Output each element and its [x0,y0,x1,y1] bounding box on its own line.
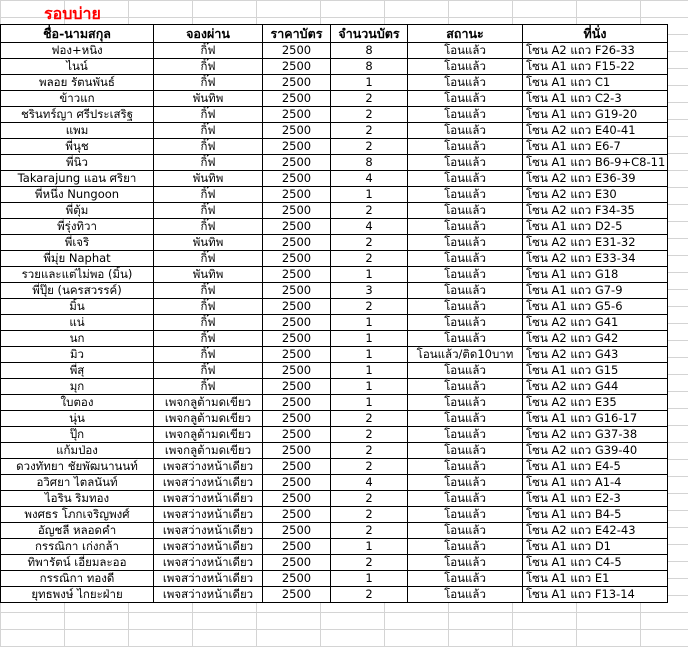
cell-booked-via[interactable]: เพจสว่างหน้าเดียว [154,491,263,507]
cell-quantity[interactable]: 1 [331,331,408,347]
cell-booked-via[interactable]: พันทิพ [154,171,263,187]
table-row [1,155,668,171]
cell-status[interactable]: โอนแล้ว/ติด10บาท [408,347,523,363]
cell-name[interactable]: แพม [1,123,154,139]
cell-booked-via[interactable]: กิ๊ฟ [154,347,263,363]
cell-name[interactable]: ชรินทร์ญา ศรีประเสริฐ [1,107,154,123]
table-row [1,555,668,571]
cell-seat[interactable]: โซน A1 แถว A1-4 [523,475,668,491]
cell-booked-via[interactable]: เพจสว่างหน้าเดียว [154,571,263,587]
cell-name[interactable]: พี่รุ่งทิวา [1,219,154,235]
cell-booked-via[interactable]: กิ๊ฟ [154,43,263,59]
cell-status[interactable]: โอนแล้ว [408,379,523,395]
cell-seat[interactable]: โซน A1 แถว E1 [523,571,668,587]
cell-seat[interactable]: โซน A1 แถว F15-22 [523,59,668,75]
cell-status[interactable]: โอนแล้ว [408,91,523,107]
cell-price[interactable]: 2500 [263,523,331,539]
cell-status[interactable]: โอนแล้ว [408,363,523,379]
cell-seat[interactable]: โซน A2 แถว G37-38 [523,427,668,443]
cell-seat[interactable]: โซน A2 แถว E30 [523,187,668,203]
cell-seat[interactable]: โซน A1 แถว G19-20 [523,107,668,123]
cell-status[interactable]: โอนแล้ว [408,491,523,507]
header-seat: ที่นั่ง [523,25,668,43]
cell-name[interactable]: มิว [1,347,154,363]
cell-quantity[interactable]: 2 [331,411,408,427]
cell-name[interactable]: พี่เจริ [1,235,154,251]
cell-quantity[interactable]: 2 [331,443,408,459]
cell-seat[interactable]: โซน A2 แถว G39-40 [523,443,668,459]
cell-name[interactable]: ทิพารัตน์ เอี่ยมละออ [1,555,154,571]
cell-quantity[interactable]: 1 [331,379,408,395]
cell-price[interactable]: 2500 [263,555,331,571]
cell-seat[interactable]: โซน A1 แถว G7-9 [523,283,668,299]
table-row [1,283,668,299]
cell-booked-via[interactable]: เพจกลูต้ามดเขียว [154,395,263,411]
table-row [1,251,668,267]
table-row [1,91,668,107]
cell-name[interactable]: กรรณิกา ทองดี [1,571,154,587]
table-row [1,299,668,315]
cell-status[interactable]: โอนแล้ว [408,139,523,155]
cell-booked-via[interactable]: กิ๊ฟ [154,107,263,123]
cell-booked-via[interactable]: กิ๊ฟ [154,331,263,347]
cell-quantity[interactable]: 1 [331,539,408,555]
cell-seat[interactable]: โซน A1 แถว E6-7 [523,139,668,155]
cell-name[interactable]: รวยและแต่ไม่พอ (มิ้น) [1,267,154,283]
cell-status[interactable]: โอนแล้ว [408,507,523,523]
cell-price[interactable]: 2500 [263,91,331,107]
cell-status[interactable]: โอนแล้ว [408,107,523,123]
cell-booked-via[interactable]: พันทิพ [154,267,263,283]
cell-status[interactable]: โอนแล้ว [408,523,523,539]
cell-status[interactable]: โอนแล้ว [408,539,523,555]
cell-quantity[interactable]: 2 [331,587,408,603]
cell-name[interactable]: พี่นิว [1,155,154,171]
cell-status[interactable]: โอนแล้ว [408,395,523,411]
cell-seat[interactable]: โซน A1 แถว G18 [523,267,668,283]
table-row [1,107,668,123]
cell-seat[interactable]: โซน A2 แถว F26-33 [523,43,668,59]
header-via: จองผ่าน [154,25,263,43]
cell-quantity[interactable]: 2 [331,235,408,251]
cell-seat[interactable]: โซน A2 แถว G41 [523,315,668,331]
cell-name[interactable]: นก [1,331,154,347]
cell-name[interactable]: ยุทธพงษ์ ไกยะฝ่าย [1,587,154,603]
cell-quantity[interactable]: 1 [331,571,408,587]
table-row [1,171,668,187]
cell-status[interactable]: โอนแล้ว [408,75,523,91]
cell-name[interactable]: พี่นุช [1,139,154,155]
cell-booked-via[interactable]: กิ๊ฟ [154,75,263,91]
cell-price[interactable]: 2500 [263,459,331,475]
cell-booked-via[interactable]: เพจสว่างหน้าเดียว [154,555,263,571]
cell-name[interactable]: แก้มป่อง [1,443,154,459]
table-row [1,491,668,507]
table-row [1,523,668,539]
cell-status[interactable]: โอนแล้ว [408,475,523,491]
cell-quantity[interactable]: 2 [331,107,408,123]
cell-booked-via[interactable]: เพจสว่างหน้าเดียว [154,507,263,523]
cell-quantity[interactable]: 2 [331,427,408,443]
cell-seat[interactable]: โซน A1 แถว G5-6 [523,299,668,315]
cell-name[interactable]: ใบตอง [1,395,154,411]
table-row [1,347,668,363]
cell-price[interactable]: 2500 [263,507,331,523]
table-row [1,123,668,139]
table-row [1,43,668,59]
cell-price[interactable]: 2500 [263,203,331,219]
cell-quantity[interactable]: 2 [331,251,408,267]
cell-seat[interactable]: โซน A2 แถว G44 [523,379,668,395]
cell-seat[interactable]: โซน A2 แถว G42 [523,331,668,347]
cell-name[interactable]: มิ้น [1,299,154,315]
header-name: ชื่อ-นามสกุล [1,25,154,43]
cell-price[interactable]: 2500 [263,539,331,555]
cell-status[interactable]: โอนแล้ว [408,59,523,75]
cell-seat[interactable]: โซน A2 แถว E35 [523,395,668,411]
cell-seat[interactable]: โซน A1 แถว G16-17 [523,411,668,427]
cell-status[interactable]: โอนแล้ว [408,555,523,571]
cell-booked-via[interactable]: กิ๊ฟ [154,315,263,331]
cell-price[interactable]: 2500 [263,411,331,427]
table-row [1,219,668,235]
cell-booked-via[interactable]: เพจสว่างหน้าเดียว [154,475,263,491]
cell-quantity[interactable]: 4 [331,475,408,491]
cell-name[interactable]: นุ่น [1,411,154,427]
table-row [1,379,668,395]
cell-quantity[interactable]: 2 [331,299,408,315]
cell-booked-via[interactable]: กิ๊ฟ [154,251,263,267]
cell-booked-via[interactable]: เพจสว่างหน้าเดียว [154,587,263,603]
cell-name[interactable]: พงศธร โภกเจริญพงศ์ [1,507,154,523]
cell-seat[interactable]: โซน A1 แถว C2-3 [523,91,668,107]
table-row [1,203,668,219]
cell-status[interactable]: โอนแล้ว [408,123,523,139]
cell-name[interactable]: มุก [1,379,154,395]
table-row [1,363,668,379]
table-row [1,411,668,427]
cell-price[interactable]: 2500 [263,491,331,507]
cell-price[interactable]: 2500 [263,155,331,171]
cell-quantity[interactable]: 3 [331,283,408,299]
cell-name[interactable]: กรรณิกา เก่งกล้า [1,539,154,555]
cell-booked-via[interactable]: เพจกลูต้ามดเขียว [154,411,263,427]
cell-quantity[interactable]: 1 [331,347,408,363]
cell-seat[interactable]: โซน A2 แถว G43 [523,347,668,363]
cell-name[interactable]: พี่หนึ่ง Nungoon [1,187,154,203]
table-row [1,427,668,443]
cell-price[interactable]: 2500 [263,331,331,347]
cell-price[interactable]: 2500 [263,315,331,331]
booking-table [0,24,668,603]
cell-price[interactable]: 2500 [263,347,331,363]
table-row [1,139,668,155]
cell-seat[interactable]: โซน A1 แถว G15 [523,363,668,379]
cell-quantity[interactable]: 1 [331,315,408,331]
header-row [1,25,668,43]
cell-booked-via[interactable]: กิ๊ฟ [154,219,263,235]
cell-seat[interactable]: โซน A2 แถว E40-41 [523,123,668,139]
cell-status[interactable]: โอนแล้ว [408,331,523,347]
cell-price[interactable]: 2500 [263,267,331,283]
cell-quantity[interactable]: 1 [331,75,408,91]
cell-name[interactable]: แน่ [1,315,154,331]
cell-price[interactable]: 2500 [263,107,331,123]
cell-status[interactable]: โอนแล้ว [408,571,523,587]
table-row [1,395,668,411]
cell-seat[interactable]: โซน A1 แถว C4-5 [523,555,668,571]
cell-quantity[interactable]: 1 [331,363,408,379]
cell-quantity[interactable]: 1 [331,267,408,283]
cell-quantity[interactable]: 2 [331,523,408,539]
header-price: ราคาบัตร [263,25,331,43]
cell-status[interactable]: โอนแล้ว [408,283,523,299]
cell-name[interactable]: พี่มุ่ย Naphat [1,251,154,267]
cell-price[interactable]: 2500 [263,75,331,91]
cell-status[interactable]: โอนแล้ว [408,251,523,267]
cell-seat[interactable]: โซน A1 แถว B4-5 [523,507,668,523]
cell-quantity[interactable]: 8 [331,155,408,171]
cell-booked-via[interactable]: เพจกลูต้ามดเขียว [154,427,263,443]
table-row [1,331,668,347]
cell-price[interactable]: 2500 [263,123,331,139]
table-row [1,443,668,459]
cell-booked-via[interactable]: พันทิพ [154,235,263,251]
cell-status[interactable]: โอนแล้ว [408,459,523,475]
cell-price[interactable]: 2500 [263,283,331,299]
cell-price[interactable]: 2500 [263,299,331,315]
cell-name[interactable]: พี่สุ [1,363,154,379]
cell-booked-via[interactable]: เพจกลูต้ามดเขียว [154,443,263,459]
cell-quantity[interactable]: 1 [331,187,408,203]
cell-price[interactable]: 2500 [263,139,331,155]
cell-price[interactable]: 2500 [263,59,331,75]
cell-price[interactable]: 2500 [263,427,331,443]
table-row [1,571,668,587]
table-row [1,59,668,75]
cell-status[interactable]: โอนแล้ว [408,171,523,187]
cell-booked-via[interactable]: กิ๊ฟ [154,123,263,139]
cell-seat[interactable]: โซน A1 แถว D1 [523,539,668,555]
cell-quantity[interactable]: 2 [331,507,408,523]
cell-price[interactable]: 2500 [263,235,331,251]
cell-seat[interactable]: โซน A1 แถว E2-3 [523,491,668,507]
cell-quantity[interactable]: 4 [331,219,408,235]
cell-price[interactable]: 2500 [263,443,331,459]
cell-booked-via[interactable]: กิ๊ฟ [154,363,263,379]
cell-quantity[interactable]: 4 [331,171,408,187]
cell-booked-via[interactable]: เพจสว่างหน้าเดียว [154,539,263,555]
cell-status[interactable]: โอนแล้ว [408,219,523,235]
cell-seat[interactable]: โซน A1 แถว B6-9+C8-11 [523,155,668,171]
cell-seat[interactable]: โซน A2 แถว E42-43 [523,523,668,539]
cell-price[interactable]: 2500 [263,219,331,235]
cell-name[interactable]: พลอย รัตนพันธ์ [1,75,154,91]
cell-seat[interactable]: โซน A2 แถว E31-32 [523,235,668,251]
cell-booked-via[interactable]: เพจสว่างหน้าเดียว [154,459,263,475]
cell-quantity[interactable]: 2 [331,491,408,507]
cell-booked-via[interactable]: พันทิพ [154,91,263,107]
table-row [1,475,668,491]
cell-booked-via[interactable]: กิ๊ฟ [154,59,263,75]
cell-price[interactable]: 2500 [263,171,331,187]
cell-quantity[interactable]: 2 [331,459,408,475]
cell-booked-via[interactable]: กิ๊ฟ [154,283,263,299]
cell-quantity[interactable]: 2 [331,203,408,219]
table-row [1,267,668,283]
cell-status[interactable]: โอนแล้ว [408,43,523,59]
cell-price[interactable]: 2500 [263,587,331,603]
cell-name[interactable]: อวิศยา ไตลนันท์ [1,475,154,491]
cell-name[interactable]: ฟอง+หนิง [1,43,154,59]
cell-status[interactable]: โอนแล้ว [408,203,523,219]
cell-booked-via[interactable]: กิ๊ฟ [154,187,263,203]
cell-seat[interactable]: โซน A1 แถว C1 [523,75,668,91]
cell-seat[interactable]: โซน A2 แถว F34-35 [523,203,668,219]
cell-price[interactable]: 2500 [263,475,331,491]
table-body [1,43,668,603]
cell-name[interactable]: ปุ๊ก [1,427,154,443]
cell-price[interactable]: 2500 [263,43,331,59]
table-row [1,75,668,91]
table-row [1,507,668,523]
header-status: สถานะ [408,25,523,43]
table-row [1,315,668,331]
cell-status[interactable]: โอนแล้ว [408,443,523,459]
cell-quantity[interactable]: 2 [331,555,408,571]
cell-seat[interactable]: โซน A2 แถว E33-34 [523,251,668,267]
cell-price[interactable]: 2500 [263,571,331,587]
cell-price[interactable]: 2500 [263,379,331,395]
cell-quantity[interactable]: 8 [331,43,408,59]
cell-booked-via[interactable]: กิ๊ฟ [154,299,263,315]
cell-booked-via[interactable]: กิ๊ฟ [154,203,263,219]
cell-status[interactable]: โอนแล้ว [408,427,523,443]
cell-seat[interactable]: โซน A1 แถว E4-5 [523,459,668,475]
cell-quantity[interactable]: 1 [331,395,408,411]
cell-seat[interactable]: โซน A2 แถว E36-39 [523,171,668,187]
sheet-title: รอบบ่าย [44,4,101,23]
cell-booked-via[interactable]: กิ๊ฟ [154,379,263,395]
cell-quantity[interactable]: 2 [331,123,408,139]
cell-name[interactable]: พี่ปุ๊ย (นครสวรรค์) [1,283,154,299]
cell-name[interactable]: ดวงทัทยา ชัยพัฒนานนท์ [1,459,154,475]
cell-seat[interactable]: โซน A1 แถว F13-14 [523,587,668,603]
cell-name[interactable]: ไอริน ริมทอง [1,491,154,507]
cell-status[interactable]: โอนแล้ว [408,155,523,171]
cell-status[interactable]: โอนแล้ว [408,299,523,315]
cell-name[interactable]: พี่ตุ้ม [1,203,154,219]
cell-quantity[interactable]: 2 [331,139,408,155]
cell-status[interactable]: โอนแล้ว [408,235,523,251]
cell-price[interactable]: 2500 [263,187,331,203]
table-row [1,187,668,203]
cell-booked-via[interactable]: เพจสว่างหน้าเดียว [154,523,263,539]
cell-price[interactable]: 2500 [263,251,331,267]
table-row [1,235,668,251]
table-row [1,539,668,555]
cell-status[interactable]: โอนแล้ว [408,267,523,283]
cell-booked-via[interactable]: กิ๊ฟ [154,139,263,155]
cell-status[interactable]: โอนแล้ว [408,187,523,203]
cell-seat[interactable]: โซน A1 แถว D2-5 [523,219,668,235]
cell-status[interactable]: โอนแล้ว [408,587,523,603]
cell-name[interactable]: อัญชลี หลอดคำ [1,523,154,539]
cell-name[interactable]: ไนน์ [1,59,154,75]
table-row [1,587,668,603]
cell-quantity[interactable]: 8 [331,59,408,75]
header-qty: จำนวนบัตร [331,25,408,43]
cell-price[interactable]: 2500 [263,363,331,379]
cell-price[interactable]: 2500 [263,395,331,411]
cell-name[interactable]: ข้าวแก [1,91,154,107]
table-row [1,459,668,475]
cell-status[interactable]: โอนแล้ว [408,411,523,427]
cell-name[interactable]: Takarajung แอน ศริยา [1,171,154,187]
cell-status[interactable]: โอนแล้ว [408,315,523,331]
cell-booked-via[interactable]: กิ๊ฟ [154,155,263,171]
cell-quantity[interactable]: 2 [331,91,408,107]
